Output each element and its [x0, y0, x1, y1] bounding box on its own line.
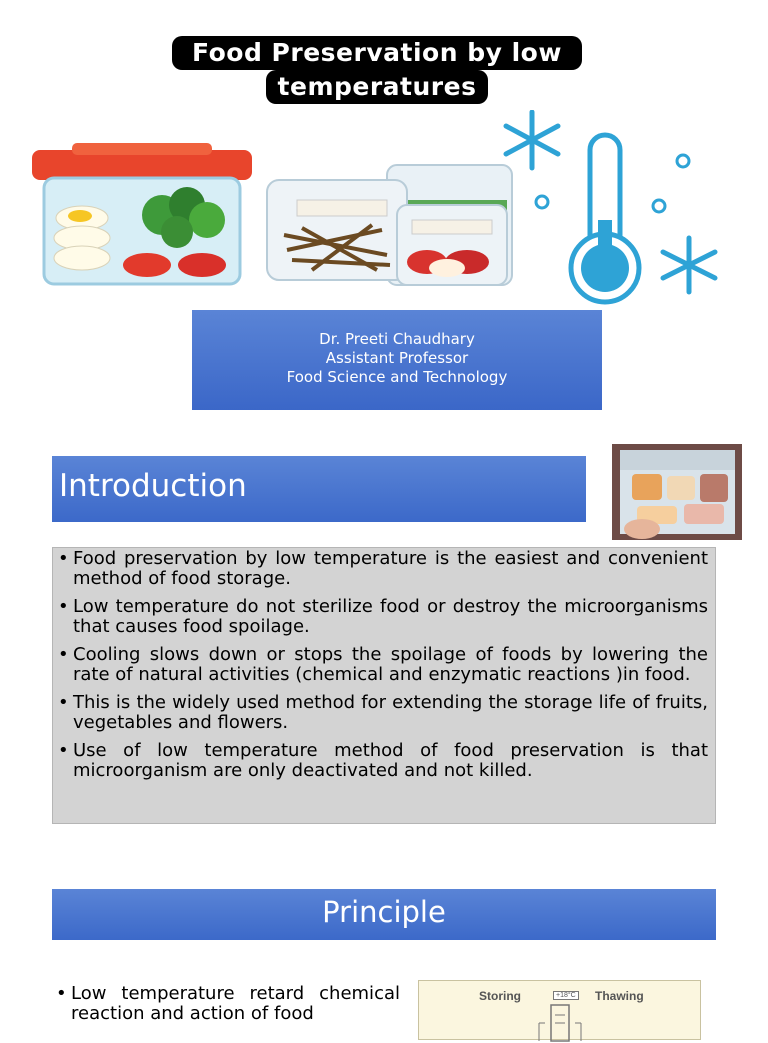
lunchbox-image [32, 143, 252, 284]
intro-bullet-1: • Food preservation by low temperature is the easiest and convenient method of food storage. [58, 549, 708, 588]
diagram-temp-label: +18°C [553, 991, 579, 1000]
introduction-heading: Introduction [52, 456, 586, 522]
intro-bullet-5: • Use of low temperature method of food preservation is that microorganism are only deactivated and not killed. [58, 741, 708, 780]
intro-bullet-4: • This is the widely used method for extending the storage life of fruits, vegetables and flowers. [58, 693, 708, 732]
thermometer-icon [571, 135, 639, 302]
principle-body [56, 984, 400, 1032]
author-position: Assistant Professor [325, 349, 469, 367]
diagram-container-icon [531, 1003, 591, 1043]
intro-bullet-2: • Low temperature do not sterilize food or destroy the microorganisms that causes food spoilage. [58, 597, 708, 636]
hero-illustration [22, 110, 742, 310]
intro-bullet-3: • Cooling slows down or stops the spoilage of foods by lowering the rate of natural activities (chemical and enzymatic reactions )in food. [58, 645, 708, 684]
author-department: Food Science and Technology [286, 368, 508, 386]
principle-heading: Principle [52, 889, 716, 940]
author-name: Dr. Preeti Chaudhary [319, 330, 475, 348]
fridge-photo [612, 444, 742, 540]
title-banner [160, 36, 594, 104]
principle-bullet-1: • Low temperature retard chemical reaction and action of food [56, 984, 400, 1023]
title-line-1: Food Preservation by low [172, 36, 582, 70]
diagram-thawing-label: Thawing [595, 989, 644, 1003]
title-line-2: temperatures [266, 70, 489, 104]
diagram-storing-label: Storing [479, 989, 521, 1003]
storage-bags-image [267, 165, 512, 285]
introduction-body [52, 547, 716, 824]
storing-thawing-diagram [418, 980, 701, 1040]
author-box [192, 310, 602, 410]
